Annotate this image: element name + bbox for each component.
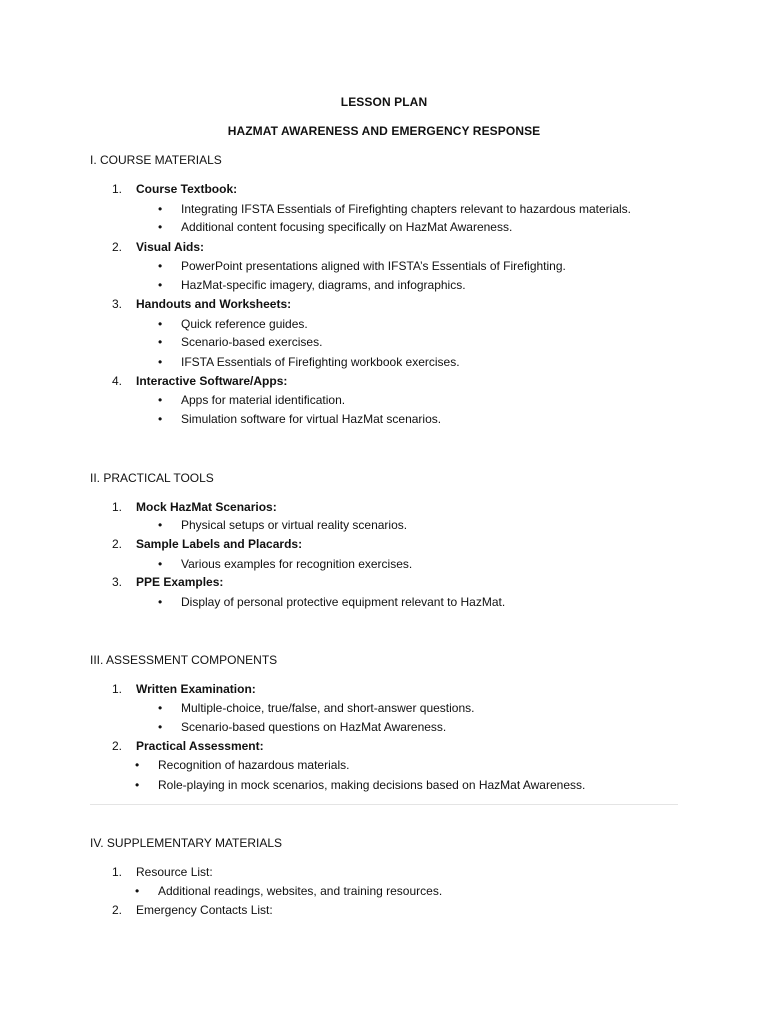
- bullet-icon: •: [158, 412, 163, 426]
- item-number: 2.: [112, 240, 123, 254]
- list-item-course-textbook: [112, 182, 237, 196]
- document-subtitle: HAZMAT AWARENESS AND EMERGENCY RESPONSE: [227, 124, 541, 138]
- item-label: Emergency Contacts List:: [136, 903, 273, 917]
- item-label: Practical Assessment:: [136, 739, 264, 753]
- item-number: 1.: [112, 500, 123, 514]
- item-label: Interactive Software/Apps:: [136, 374, 288, 388]
- item-number: 2.: [112, 903, 123, 917]
- item-label: Written Examination:: [136, 682, 256, 696]
- item-label: Resource List:: [136, 865, 213, 879]
- list-item-resource-list: [112, 865, 213, 879]
- bullet-icon: •: [158, 317, 163, 331]
- bullet-icon: •: [158, 278, 163, 292]
- bullet-icon: •: [158, 220, 163, 234]
- item-number: 2.: [112, 537, 123, 551]
- list-item-ppe-examples: [112, 575, 223, 589]
- section-heading-practical-tools: II. PRACTICAL TOOLS: [90, 471, 214, 485]
- item-label: Sample Labels and Placards:: [136, 537, 303, 551]
- document-title: LESSON PLAN: [340, 95, 428, 109]
- item-number: 2.: [112, 739, 123, 753]
- item-number: 3.: [112, 297, 123, 311]
- bullet-icon: •: [158, 393, 163, 407]
- section-heading-supplementary: IV. SUPPLEMENTARY MATERIALS: [90, 836, 283, 850]
- item-label: Visual Aids:: [136, 240, 205, 254]
- section-heading-course-materials: I. COURSE MATERIALS: [90, 153, 222, 167]
- list-item-mock-scenarios: [112, 500, 277, 514]
- bullet-icon: •: [158, 595, 163, 609]
- list-item-emergency-contacts: [112, 903, 273, 917]
- item-label: PPE Examples:: [136, 575, 224, 589]
- bullet-icon: •: [158, 355, 163, 369]
- list-item-handouts-worksheets: [112, 297, 291, 311]
- bullet-icon: •: [158, 557, 163, 571]
- item-number: 1.: [112, 682, 123, 696]
- item-number: 1.: [112, 182, 123, 196]
- bullet-icon: •: [135, 758, 140, 772]
- list-item-practical-assessment: [112, 739, 264, 753]
- item-number: 4.: [112, 374, 123, 388]
- bullet-icon: •: [135, 884, 140, 898]
- page-divider: [90, 804, 678, 805]
- item-number: 1.: [112, 865, 123, 879]
- bullet-icon: •: [158, 259, 163, 273]
- list-item-written-exam: [112, 682, 256, 696]
- bullet-icon: •: [158, 701, 163, 715]
- list-item-interactive-software: [112, 374, 287, 388]
- item-label: Mock HazMat Scenarios:: [136, 500, 277, 514]
- item-label: Course Textbook:: [136, 182, 238, 196]
- list-item-visual-aids: [112, 240, 204, 254]
- bullet-icon: •: [158, 202, 163, 216]
- bullet-icon: •: [158, 518, 163, 532]
- item-label: Handouts and Worksheets:: [136, 297, 292, 311]
- section-heading-assessment: III. ASSESSMENT COMPONENTS: [90, 653, 278, 667]
- bullet-icon: •: [158, 720, 163, 734]
- document-page: LESSON PLAN HAZMAT AWARENESS AND EMERGENCY RESPONSE I. COURSE MATERIALS 1. Course Textbook: • Integrating IFSTA Essentials of Firefighting chapters relevant to hazardous materials. • Additional content focusing specifically on HazMat Awareness. 2. Visual Aids: • PowerPoint presentations aligned with IFSTA’s Essentials of Firefighting. • HazMat-specific imagery, diagrams, and infographics. 3. Handouts and Worksheets: • Quick reference guides. • Scenario-based exercises. • IFSTA Essentials of Firefighting workbook exercises. 4. Interactive Software/Apps: • Apps for material identification. • Simulation software for virtual HazMat scenarios. II. PRACTICAL TOOLS 1. Mock HazMat Scenarios: • Physical setups or virtual reality scenarios. 2. Sample Labels and Placards: • Various examples for recognition exercises. 3. PPE Examples: • Display of personal protective equipment relevant to HazMat. III. ASSESSMENT COMPONENTS 1. Written Examination: • Multiple-choice, true/false, and short-answer questions. • Scenario-based questions on HazMat Awareness. 2. Practical Assessment: • Recognition of hazardous materials. • Role-playing in mock scenarios, making decisions based on HazMat Awareness. IV. SUPPLEMENTARY MATERIALS 1. Resource List: • Additional readings, websites, and training resources. 2. Emergency Contacts List:: [0, 0, 768, 1024]
- bullet-icon: •: [135, 778, 140, 792]
- list-item-labels-placards: [112, 537, 302, 551]
- bullet-icon: •: [158, 335, 163, 349]
- item-number: 3.: [112, 575, 123, 589]
